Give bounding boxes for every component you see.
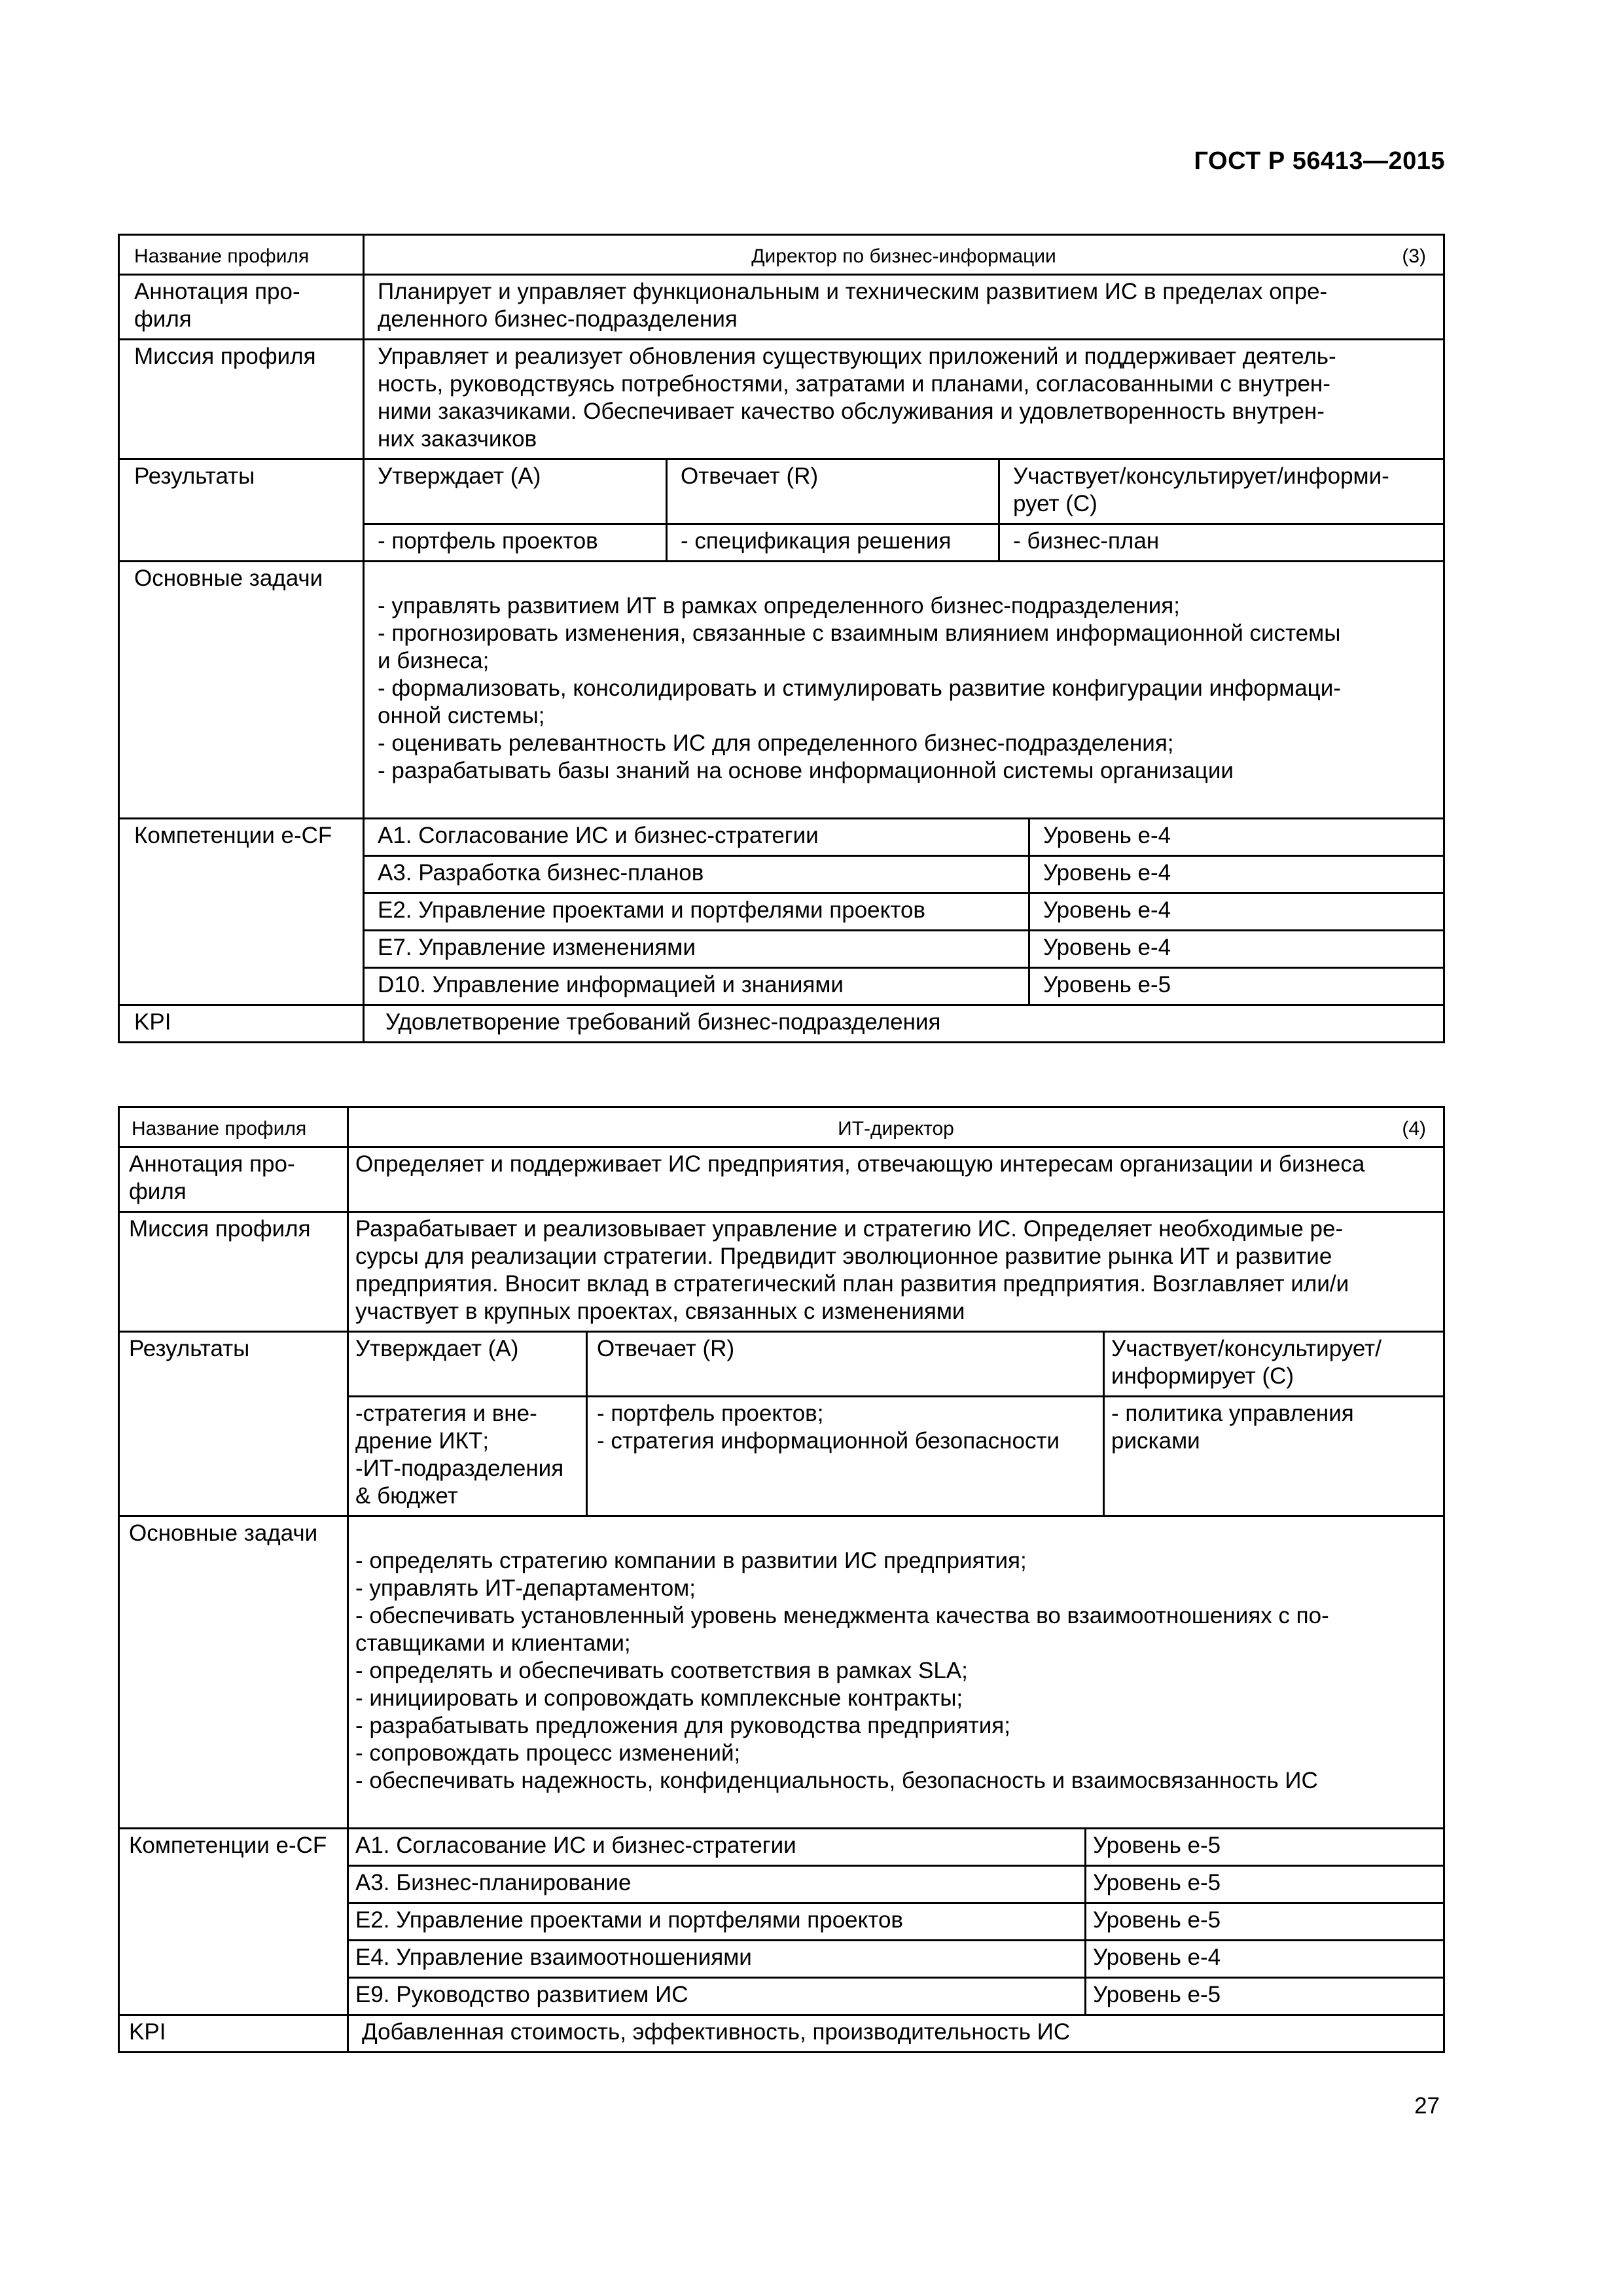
task-item: - инициировать и сопровождать комплексные контракты; (355, 1685, 963, 1711)
task-item: - управлять развитием ИТ в рамках определенного бизнес-подразделения; (378, 593, 1180, 619)
task-item: - определять стратегию компании в развитии ИС предприятия; (355, 1548, 1027, 1573)
mission-text: Разрабатывает и реализовывает управление и стратегию ИС. Определяет необходимые ре- сурсы для реализации стратегии. Предвидит эволюционное развитие рынка ИТ и развитие предприятия. Вносит вклад в стратегический план развития предприятия. Возглавляет или/и участвует в крупных проектах, связанных с изменениями (348, 1212, 1444, 1332)
responsible-value: - портфель проектов; - стратегия информационной безопасности (587, 1397, 1104, 1516)
competency-level: Уровень е-5 (1086, 1866, 1444, 1903)
profile-header-row (119, 235, 1444, 275)
profile-table-1 (118, 234, 1445, 1043)
task-item: - разрабатывать предложения для руководства предприятия; (355, 1713, 1010, 1738)
competency-level: Уровень е-4 (1029, 856, 1444, 893)
annotation-text: Планирует и управляет функциональным и техническим развитием ИС в пределах опре- деленного бизнес-подразделения (364, 275, 1444, 340)
profile-name-label: Название профиля (119, 1107, 348, 1147)
kpi-row (119, 2015, 1444, 2053)
profile-title: ИТ-директор (838, 1118, 954, 1139)
approves-header: Утверждает (A) (364, 459, 667, 524)
competency-name: E2. Управление проектами и портфелями проектов (348, 1903, 1086, 1941)
participates-value: - политика управления рисками (1104, 1397, 1444, 1516)
competencies-label: Компетенции e-CF (119, 819, 364, 1005)
task-item: - определять и обеспечивать соответствия в рамках SLA; (355, 1658, 968, 1683)
kpi-text: Удовлетворение требований бизнес-подразделения (364, 1005, 1444, 1043)
competency-name: E7. Управление изменениями (364, 931, 1029, 968)
responsible-value: - спецификация решения (667, 524, 999, 562)
competency-name: A3. Бизнес-планирование (348, 1866, 1086, 1903)
approves-value: -стратегия и вне- дрение ИКТ; -ИТ-подразделения & бюджет (348, 1397, 587, 1516)
annotation-label: Аннотация про- филя (119, 275, 364, 340)
tasks-list (348, 1516, 1444, 1829)
competency-row (119, 1829, 1444, 1866)
task-item: - прогнозировать изменения, связанные с взаимным влиянием информационной системы и бизнеса; (378, 620, 1341, 673)
results-label: Результаты (119, 459, 364, 562)
profile-title-cell (364, 235, 1444, 275)
task-item: - управлять ИТ-департаментом; (355, 1575, 696, 1601)
kpi-label: KPI (119, 2015, 348, 2053)
competency-name: A3. Разработка бизнес-планов (364, 856, 1029, 893)
competency-name: E2. Управление проектами и портфелями проектов (364, 893, 1029, 931)
profile-title: Директор по бизнес-информации (751, 245, 1056, 267)
competency-level: Уровень е-4 (1029, 931, 1444, 968)
mission-label: Миссия профиля (119, 1212, 348, 1332)
competency-name: A1. Согласование ИС и бизнес-стратегии (348, 1829, 1086, 1866)
competency-level: Уровень е-4 (1086, 1941, 1444, 1978)
task-item: - разрабатывать базы знаний на основе информационной системы организации (378, 758, 1234, 783)
results-header-row (119, 459, 1444, 524)
competency-name: A1. Согласование ИС и бизнес-стратегии (364, 819, 1029, 856)
kpi-text: Добавленная стоимость, эффективность, производительность ИС (348, 2015, 1444, 2053)
task-item: - формализовать, консолидировать и стимулировать развитие конфигурации информаци- онной системы; (378, 675, 1341, 728)
profile-header-row (119, 1107, 1444, 1147)
tasks-row (119, 1516, 1444, 1829)
tasks-label: Основные задачи (119, 1516, 348, 1829)
responsible-header: Отвечает (R) (587, 1332, 1104, 1397)
mission-label: Миссия профиля (119, 340, 364, 459)
mission-text: Управляет и реализует обновления существующих приложений и поддерживает деятель- ность, руководствуясь потребностями, затратами и планами, согласованными с внутрен- ними заказчиками. Обеспечивает качество обслуживания и удовлетворенность внутрен- них заказчиков (364, 340, 1444, 459)
annotation-row (119, 1147, 1444, 1212)
approves-value: - портфель проектов (364, 524, 667, 562)
kpi-label: KPI (119, 1005, 364, 1043)
competency-name: E9. Руководство развитием ИС (348, 1978, 1086, 2015)
task-item: - обеспечивать надежность, конфиденциальность, безопасность и взаимосвязанность ИС (355, 1768, 1318, 1793)
task-item: - сопровождать процесс изменений; (355, 1740, 741, 1766)
responsible-header: Отвечает (R) (667, 459, 999, 524)
profile-table-2 (118, 1106, 1445, 2053)
annotation-text: Определяет и поддерживает ИС предприятия, отвечающую интересам организации и бизнеса (348, 1147, 1444, 1212)
competency-row (119, 819, 1444, 856)
profile-number: (4) (1402, 1118, 1426, 1139)
competency-level: Уровень е-4 (1029, 893, 1444, 931)
approves-header: Утверждает (A) (348, 1332, 587, 1397)
competency-level: Уровень е-5 (1086, 1978, 1444, 2015)
page-number: 27 (1414, 2093, 1440, 2119)
results-header-row (119, 1332, 1444, 1397)
task-item: - обеспечивать установленный уровень менеджмента качества во взаимоотношениях с по- ставщиками и клиентами; (355, 1603, 1329, 1656)
results-label: Результаты (119, 1332, 348, 1516)
profile-name-label: Название профиля (119, 235, 364, 275)
competency-level: Уровень е-4 (1029, 819, 1444, 856)
annotation-label: Аннотация про- филя (119, 1147, 348, 1212)
annotation-row (119, 275, 1444, 340)
competency-level: Уровень е-5 (1086, 1903, 1444, 1941)
mission-row (119, 340, 1444, 459)
standard-number: ГОСТ Р 56413—2015 (1194, 147, 1445, 175)
participates-header: Участвует/консультирует/ информирует (C) (1104, 1332, 1444, 1397)
mission-row (119, 1212, 1444, 1332)
competency-name: E4. Управление взаимоотношениями (348, 1941, 1086, 1978)
tasks-row (119, 562, 1444, 819)
competency-name: D10. Управление информацией и знаниями (364, 968, 1029, 1005)
participates-value: - бизнес-план (999, 524, 1444, 562)
task-item: - оценивать релевантность ИС для определенного бизнес-подразделения; (378, 730, 1174, 756)
participates-header: Участвует/консультирует/информи- рует (C) (999, 459, 1444, 524)
kpi-row (119, 1005, 1444, 1043)
competencies-label: Компетенции e-CF (119, 1829, 348, 2015)
competency-level: Уровень е-5 (1029, 968, 1444, 1005)
profile-number: (3) (1402, 245, 1427, 267)
profile-title-cell (348, 1107, 1444, 1147)
tasks-list (364, 562, 1444, 819)
tasks-label: Основные задачи (119, 562, 364, 819)
competency-level: Уровень е-5 (1086, 1829, 1444, 1866)
